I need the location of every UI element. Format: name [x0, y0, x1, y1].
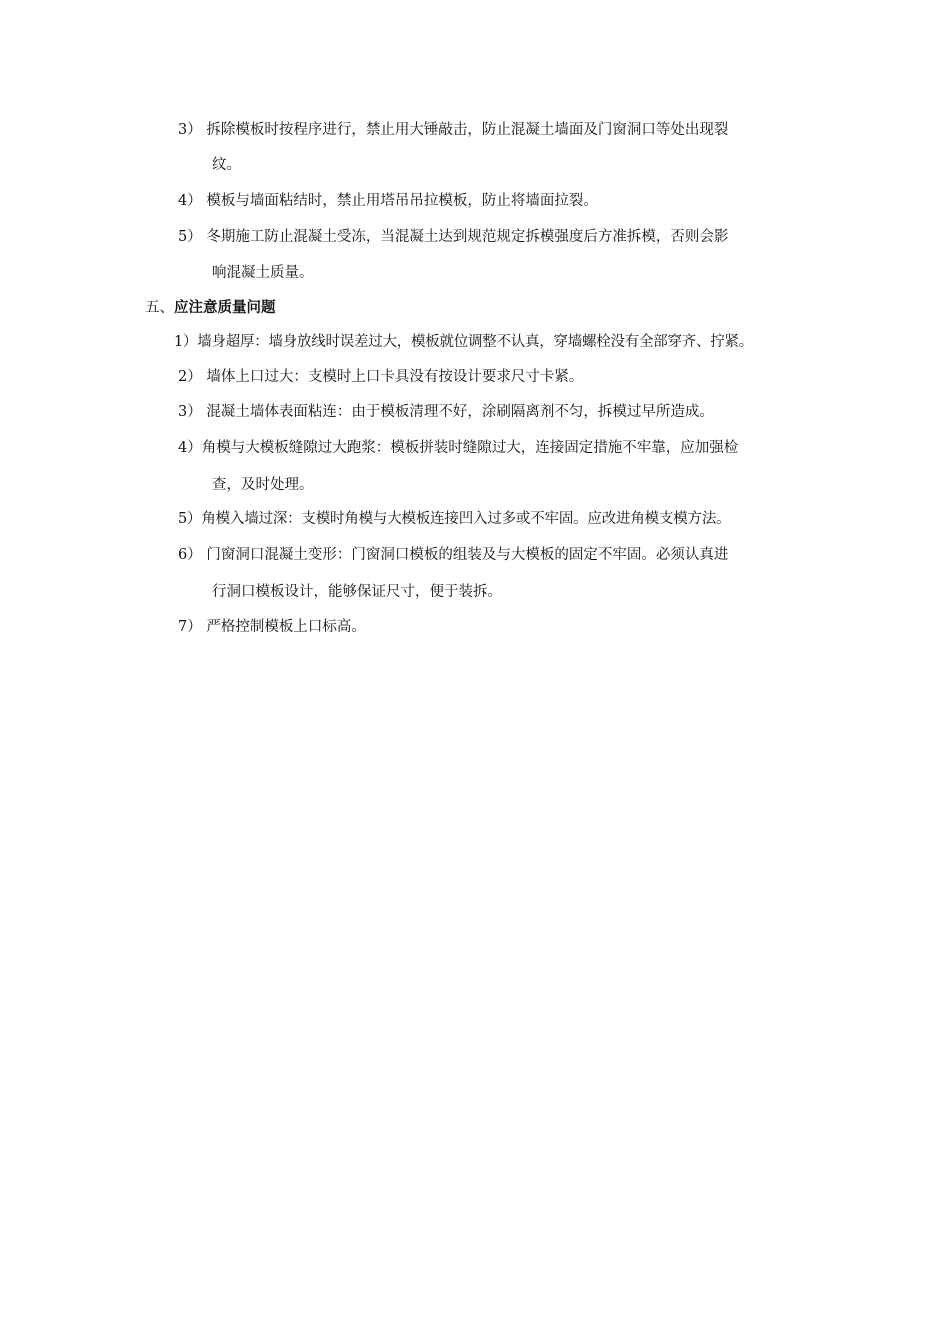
- section-5-number: 五、: [145, 300, 174, 316]
- list-a-item-5-line-1: 5） 冬期施工防止混凝土受冻，当混凝土达到规范规定拆模强度后方准拆模，否则会影: [178, 229, 729, 245]
- list-b-item-2-line-1: 2） 墙体上口过大：支模时上口卡具没有按设计要求尺寸卡紧。: [178, 369, 584, 385]
- section-5-heading: [145, 298, 276, 318]
- list-b-item-7-line-1: 7） 严格控制模板上口标高。: [178, 619, 366, 635]
- list-a-item-4-line-1: 4） 模板与墙面粘结时，禁止用塔吊吊拉模板，防止将墙面拉裂。: [178, 193, 598, 209]
- list-a-item-3-line-1: 3） 拆除模板时按程序进行，禁止用大锤敲击，防止混凝土墙面及门窗洞口等处出现裂: [178, 122, 729, 138]
- list-a-item-5-line-2: 响混凝土质量。: [212, 265, 314, 281]
- list-b-item-6-line-1: 6） 门窗洞口混凝土变形：门窗洞口模板的组装及与大模板的固定不牢固。必须认真进: [178, 547, 729, 563]
- list-b-item-1-line-1: 1）墙身超厚：墙身放线时误差过大，模板就位调整不认真，穿墙螺栓没有全部穿齐、拧紧。: [174, 334, 753, 350]
- list-b-item-4-line-1: 4）角模与大模板缝隙过大跑浆：模板拼装时缝隙过大，连接固定措施不牢靠，应加强检: [178, 440, 739, 456]
- list-a-item-3-line-2: 纹。: [212, 157, 241, 173]
- section-5-title: 应注意质量问题: [174, 299, 276, 316]
- list-b-item-4-line-2: 查，及时处理。: [212, 477, 314, 493]
- list-b-item-5-line-1: 5）角模入墙过深：支模时角模与大模板连接凹入过多或不牢固。应改进角模支模方法。: [178, 511, 731, 527]
- list-b-item-3-line-1: 3） 混凝土墙体表面粘连：由于模板清理不好，涂刷隔离剂不匀，拆模过早所造成。: [178, 404, 714, 420]
- list-b-item-6-line-2: 行洞口模板设计，能够保证尺寸，便于装拆。: [212, 584, 502, 600]
